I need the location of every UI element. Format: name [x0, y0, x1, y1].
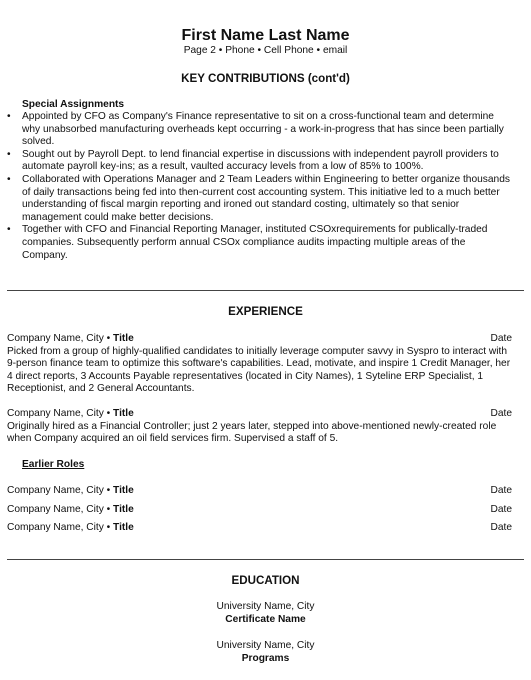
job-date: Date [490, 522, 512, 533]
job-company-title [7, 485, 134, 498]
bullet-text: Sought out by Payroll Dept. to lend financial expertise in discussions with independent payroll providers to automate payroll key-ins; as a result, vaulted accuracy levels from a low of 85% to 100%. [22, 148, 499, 173]
job-entry [7, 408, 512, 446]
education-heading: EDUCATION [231, 574, 300, 587]
job-title: Title [113, 333, 134, 344]
bullet-text: Together with CFO and Financial Reporting Manager, instituted CSOxrequirements for publically-traded companies. Subsequently perform annual CSOx compliance audits impacting multiple areas of the Company. [22, 224, 488, 261]
job-company: Company Name, City • [7, 408, 114, 419]
experience-heading: EXPERIENCE [228, 305, 303, 318]
contact-line: Page 2 • Phone • Cell Phone • email [183, 45, 348, 56]
bullet-icon: • [7, 111, 11, 122]
job-header [7, 408, 512, 421]
job-header [7, 485, 512, 498]
job-title: Title [113, 522, 134, 533]
job-date: Date [490, 485, 512, 496]
job-company: Company Name, City • [7, 485, 114, 496]
job-date: Date [490, 408, 512, 419]
job-date: Date [490, 333, 512, 344]
list-item [7, 111, 513, 149]
earlier-role-entry [7, 485, 512, 498]
credential-name: Certificate Name [225, 613, 306, 625]
education-entry [0, 640, 531, 665]
bullet-icon: • [7, 173, 11, 185]
education-entry [0, 601, 531, 626]
job-company-title [7, 333, 134, 346]
job-company: Company Name, City • [7, 333, 114, 344]
job-company-title [7, 522, 134, 535]
contributions-list [7, 111, 513, 262]
job-company-title [7, 408, 134, 421]
earlier-role-entry [7, 522, 512, 535]
list-item [7, 149, 513, 174]
job-description: Picked from a group of highly-qualified candidates to initially leverage computer savvy in Syspro to interact with 9-person finance team to optimize this software's capabilities. Lead, motivate, and inspire 1 Credit Manager, her 4 direct reports, 3 Accounts Payable representatives (located in City Names), 1 Syteline ERP Specialist, 1 Receptionist, and 2 General Accountants. [7, 345, 511, 395]
earlier-role-entry [7, 504, 512, 517]
credential-name: Programs [241, 652, 290, 664]
candidate-name: First Name Last Name [181, 27, 350, 44]
job-company: Company Name, City • [7, 504, 114, 515]
list-item [7, 224, 513, 262]
bullet-text: Collaborated with Operations Manager and 2 Team Leaders within Engineering to better organize thousands of daily transactions being fed into then-current cost accounting system. This initiative led to a much better understanding of fiscal margin reporting and ironed out standard costing, ultimately so that senior management could make better decisions. [22, 173, 510, 223]
job-company-title [7, 504, 134, 517]
university-name: University Name, City [216, 640, 315, 651]
job-title: Title [113, 485, 134, 496]
job-title: Title [113, 504, 134, 515]
section-divider [7, 559, 524, 560]
job-header [7, 504, 512, 517]
job-header [7, 333, 512, 346]
section-divider [7, 290, 524, 291]
bullet-icon: • [7, 148, 11, 160]
job-description: Originally hired as a Financial Controller; just 2 years later, stepped into above-mentioned newly-created role when Company acquired an oil field services firm. Supervised a staff of 5. [7, 420, 497, 445]
job-date: Date [490, 504, 512, 515]
job-entry [7, 333, 512, 396]
job-header [7, 522, 512, 535]
job-company: Company Name, City • [7, 522, 114, 533]
job-title: Title [113, 408, 134, 419]
bullet-icon: • [7, 224, 11, 236]
special-assignments-subheading: Special Assignments [22, 99, 125, 110]
list-item [7, 174, 513, 224]
key-contributions-heading: KEY CONTRIBUTIONS (cont'd) [181, 72, 350, 85]
bullet-text: Appointed by CFO as Company's Finance representative to sit on a cross-functional team and determine why unabsorbed manufacturing overheads kept occurring - a work-in-progress that has since been partially solved. [22, 111, 504, 148]
university-name: University Name, City [216, 601, 315, 612]
earlier-roles-subheading: Earlier Roles [22, 459, 85, 470]
